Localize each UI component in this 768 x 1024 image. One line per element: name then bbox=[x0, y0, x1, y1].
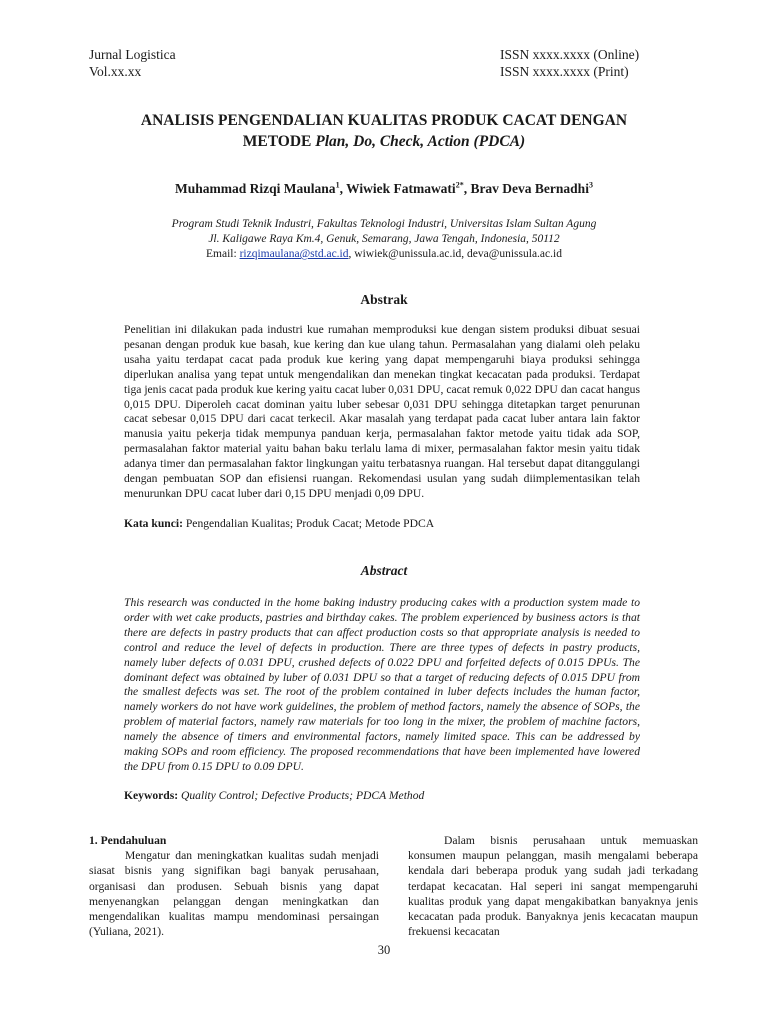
author-2-affil: 2* bbox=[455, 180, 464, 190]
title-line-2-prefix: METODE bbox=[242, 133, 316, 150]
kata-kunci-label: Kata kunci: bbox=[124, 517, 183, 530]
paragraph-right: Dalam bisnis perusahaan untuk memuaskan konsumen maupun pelanggan, masih mengalami beberapa kendala dari beberapa produk yang sudah jadi terkadang terdapat kecacatan. Hal seperi ini sangat mempengaruhi kualitas produk yang dapat mengakibatkan banyaknya jenis kecacatan pada produk. Banyaknya jenis kecacatan maupun frekuensi kecacatan bbox=[408, 834, 698, 939]
issn-print: ISSN xxxx.xxxx (Print) bbox=[500, 64, 629, 79]
paragraph-left: Mengatur dan meningkatkan kualitas sudah menjadi siasat bisnis yang signifikan bagi banyak perusahaan, organisasi dan produsen. Sebuah bisnis yang dapat menyenangkan pelanggan dengan meningkatkan dan mengendalikan kualitas mampu mendominasi persaingan (Yuliana, 2021). bbox=[89, 849, 379, 939]
author-3: , Brav Deva Bernadhi bbox=[463, 181, 589, 196]
journal-volume: Vol.xx.xx bbox=[89, 64, 142, 79]
running-header-right bbox=[500, 46, 639, 80]
affiliation-line-2: Jl. Kaligawe Raya Km.4, Genuk, Semarang, Jawa Tengah, Indonesia, 50112 bbox=[208, 233, 560, 245]
abstract-heading: Abstract bbox=[360, 563, 408, 578]
keywords bbox=[124, 789, 664, 802]
author-list bbox=[40, 181, 728, 197]
email-others: , wiwiek@unissula.ac.id, deva@unissula.ac.id bbox=[348, 248, 562, 260]
author-2: , Wiwiek Fatmawati bbox=[339, 181, 456, 196]
section-title-pendahuluan: 1. Pendahuluan bbox=[89, 834, 167, 847]
email-line bbox=[60, 248, 708, 260]
email-label: Email: bbox=[206, 248, 240, 260]
title-line-1: ANALISIS PENGENDALIAN KUALITAS PRODUK CACAT DENGAN bbox=[140, 112, 628, 129]
author-1-affil: 1 bbox=[335, 180, 340, 190]
paper-title bbox=[60, 110, 708, 152]
kata-kunci-text: Pengendalian Kualitas; Produk Cacat; Metode PDCA bbox=[182, 517, 435, 530]
abstract-body: This research was conducted in the home baking industry producing cakes with a production system made to order with wet cake products, pastries and birthday cakes. The problem experienced by business actors is that there are defects in pastry products that can affect production costs so that appropriate analysis is needed to control and reduce the level of defects in production. There are three types of defects in pastry products, namely luber defects of 0.031 DPU, crushed defects of 0.022 DPU and forfeited defects of 0.015 DPUs. The dominant defect was obtained by luber of 0.031 DPU so that a target of reducing defects of 0.015 DPU from the smallest defects was set. The root of the problem contained in luber defects includes the human factor, namely workers do not have work guidelines, the problem of method factors, namely the absence of SOPs, the problem of material factors, namely raw materials for too long in the mixer, the problem of machine factors, namely the absence of timers and environmental factors, namely limited space. This can be addressed by making SOPs and room efficiency. The proposed recommendations that have been implemented have lowered the DPU from 0.15 DPU to 0.09 DPU. bbox=[124, 596, 640, 773]
keywords-text: Quality Control; Defective Products; PDCA Method bbox=[178, 789, 425, 802]
keywords-label: Keywords: bbox=[124, 789, 179, 802]
kata-kunci bbox=[124, 517, 664, 530]
title-line-2-italic: Plan, Do, Check, Action (PDCA) bbox=[315, 133, 526, 150]
abstrak-heading: Abstrak bbox=[360, 292, 408, 307]
author-1: Muhammad Rizqi Maulana bbox=[175, 181, 336, 196]
affiliation bbox=[60, 217, 708, 247]
title-line-2 bbox=[60, 131, 708, 152]
author-3-affil: 3 bbox=[588, 180, 593, 190]
email-link[interactable]: rizqimaulana@std.ac.id bbox=[239, 248, 349, 260]
page-number: 30 bbox=[377, 943, 391, 957]
body-column-left bbox=[89, 833, 379, 939]
running-header-left bbox=[89, 46, 176, 80]
abstrak-body: Penelitian ini dilakukan pada industri kue rumahan memproduksi kue dengan sistem produksi dibuat sesuai pesanan dengan produk kue basah, kue kering dan kue ulang tahun. Permasalahan yang dialami oleh pelaku usaha yaitu terdapat cacat pada produk kue kering yang dapat mempengaruhi biaya produksi sehingga diperlukan analisa yang tepat untuk mengendalikan dan menekan tingkat kecacatan pada produksi. Terdapat tiga jenis cacat pada produk kue kering yaitu cacat luber 0,031 DPU, cacat remuk 0,022 DPU dan cacat hangus 0,015 DPU. Diperoleh cacat dominan yaitu luber sebesar 0,031 DPU sehingga ditetapkan target penurunan cacat sebesar 0,015 DPU dari cacat terkecil. Akar masalah yang terdapat pada cacat luber antara lain faktor manusia yaitu pekerja tidak mempunya panduan kerja, permasalahan faktor metode yaitu tidak ada SOP, permasalahan faktor material yaitu bahan baku terlalu lama di mixer, permasalahan faktor mesin yaitu tidak adanya timer dan permasalahan faktor lingkungan yaitu terbatasnya ruangan. Hal tersebut dapat ditanggulangi dengan pembuatan SOP dan efisiensi ruangan. Rekomendasi usulan yang sudah diimplementasikan telah menurunkan DPU cacat luber dari 0,15 DPU menjadi 0,09 DPU. bbox=[124, 323, 640, 500]
affiliation-line-1: Program Studi Teknik Industri, Fakultas Teknologi Industri, Universitas Islam Sultan Agung bbox=[171, 218, 597, 230]
issn-online: ISSN xxxx.xxxx (Online) bbox=[500, 47, 640, 62]
journal-name: Jurnal Logistica bbox=[89, 47, 176, 62]
body-column-right bbox=[408, 833, 698, 939]
